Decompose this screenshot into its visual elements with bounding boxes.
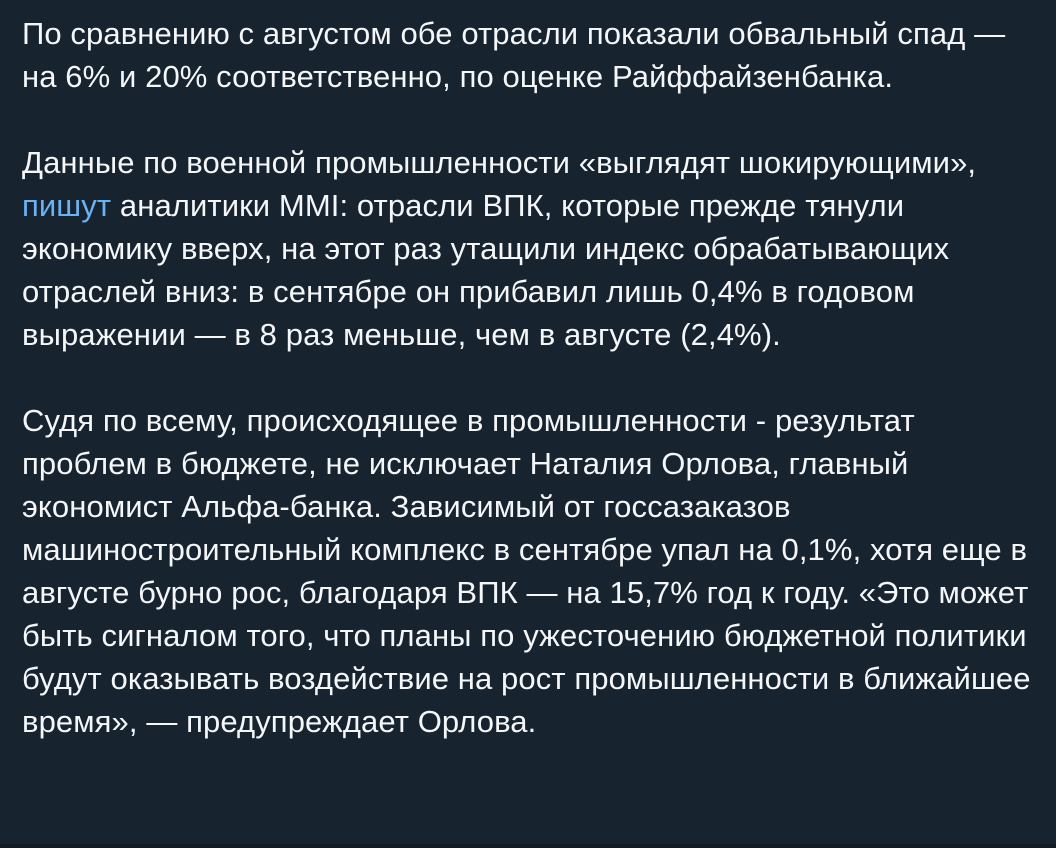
paragraph [22,12,1036,98]
text-segment: По сравнению с августом обе отрасли показали обвальный спад — на 6% и 20% соответственно, по оценке Райффайзенбанка. [22,16,1006,94]
bottom-edge-divider [0,844,1056,848]
inline-link[interactable]: пишут [22,188,112,223]
text-segment: Данные по военной промышленности «выглядят шокирующими», [22,145,977,180]
text-segment: Судя по всему, происходящее в промышленности - результат проблем в бюджете, не исключает Наталия Орлова, главный экономист Альфа-банка. Зависимый от госсазаказов машиностроительный комплекс в сентябре упал на 0,1%, хотя еще в августе бурно рос, благодаря ВПК — на 15,7% год к году. «Это может быть сигналом того, что планы по ужесточению бюджетной политики будут оказывать воздействие на рост промышленности в ближайшее время», — предупреждает Орлова. [22,403,1031,739]
paragraph [22,141,1036,356]
paragraph [22,399,1036,743]
text-segment: аналитики MMI: отрасли ВПК, которые прежде тянули экономику вверх, на этот раз утащили индекс обрабатывающих отраслей вниз: в сентябре он прибавил лишь 0,4% в годовом выражении — в 8 раз меньше, чем в августе (2,4%). [22,188,950,352]
